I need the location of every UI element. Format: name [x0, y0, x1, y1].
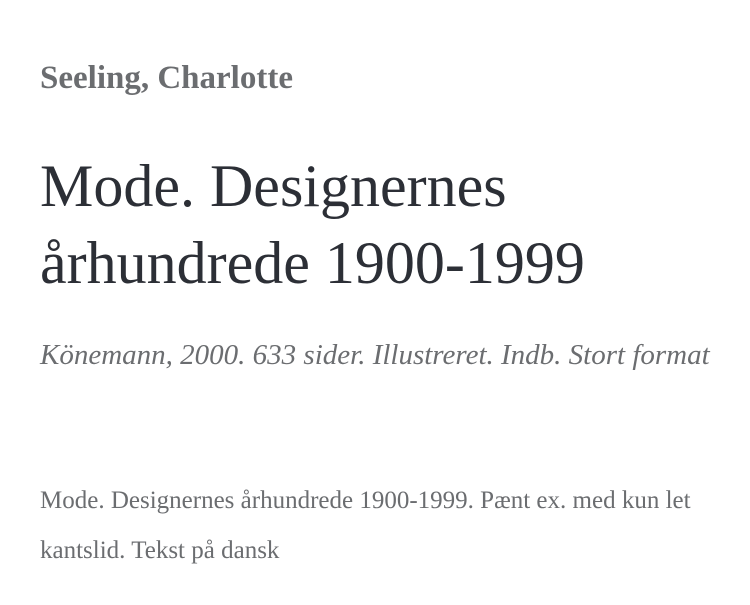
book-description: Mode. Designernes århundrede 1900-1999. Pænt ex. med kun let kantslid. Tekst på dansk: [40, 487, 691, 564]
book-publication-details: Könemann, 2000. 633 sider. Illustreret. Indb. Stort format: [40, 339, 710, 371]
book-title: Mode. Designernes århundrede 1900-1999: [40, 153, 585, 296]
book-author: Seeling, Charlotte: [40, 60, 293, 96]
